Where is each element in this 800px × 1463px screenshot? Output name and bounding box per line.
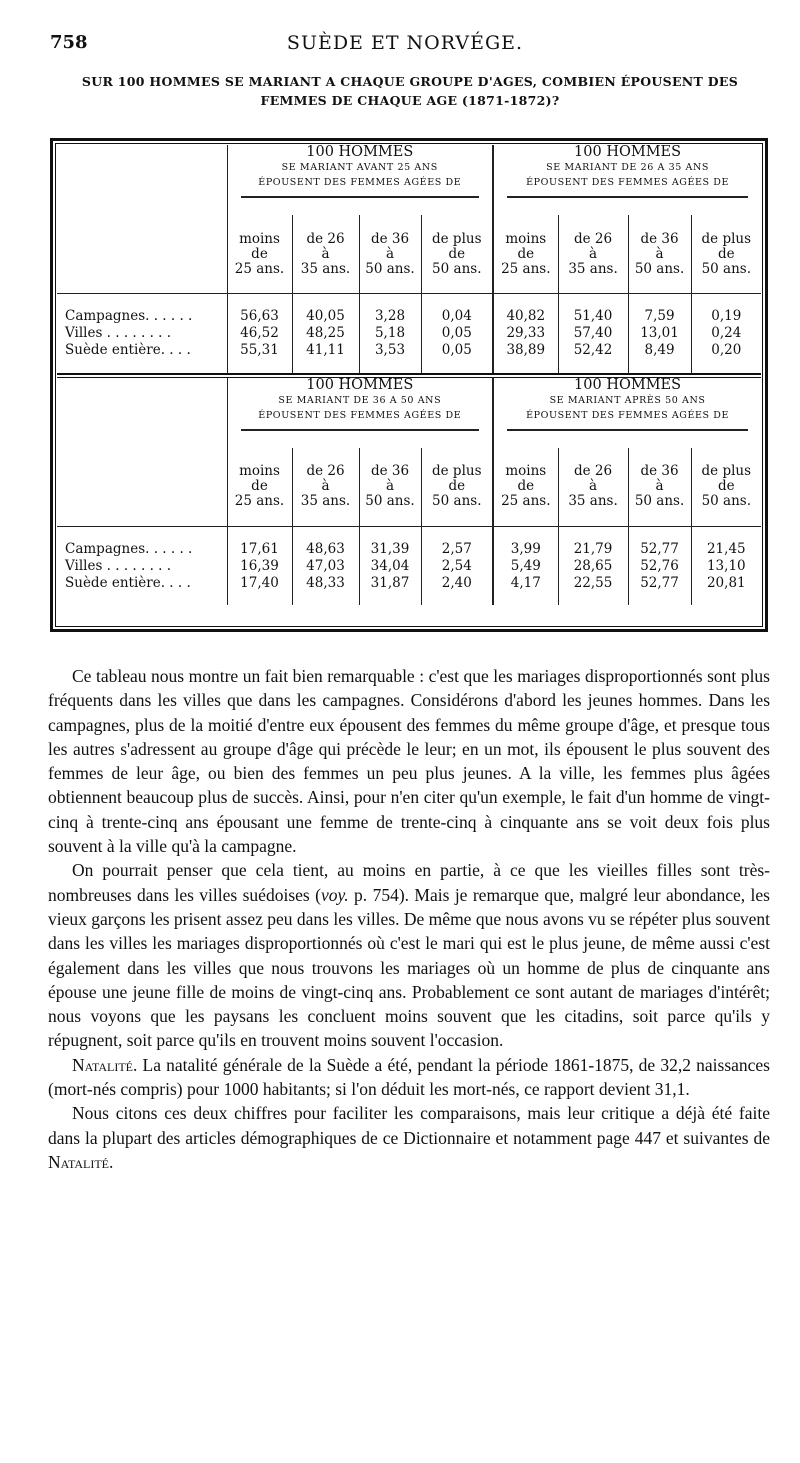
table-cell: 3,53	[359, 342, 421, 359]
table-cell: 48,33	[292, 574, 359, 591]
table-row	[57, 557, 761, 574]
table-cell: 29,33	[493, 325, 558, 342]
group-header	[227, 145, 493, 215]
table-cell: 0,05	[421, 342, 493, 359]
table-cell: 0,24	[691, 325, 761, 342]
table-cell: 40,82	[493, 308, 558, 325]
table-row	[57, 540, 761, 557]
table-cell: 48,63	[292, 540, 359, 557]
group-subtitle: SE MARIANT AVANT 25 ANS	[281, 162, 438, 173]
table-cell: 21,79	[558, 540, 628, 557]
table-cell: 31,87	[359, 574, 421, 591]
table-cell: 5,49	[493, 557, 558, 574]
column-header: de 36 à 50 ans.	[359, 215, 421, 294]
table-row	[57, 325, 761, 342]
table-cell: 34,04	[359, 557, 421, 574]
table-caption: SUR 100 HOMMES SE MARIANT A CHAQUE GROUPE D'AGES, COMBIEN ÉPOUSENT DES FEMMES DE CHAQUE AGE (1871-1872)?	[81, 74, 739, 108]
table-row	[57, 308, 761, 325]
row-label: Villes . . . . . . . .	[65, 557, 172, 574]
table-cell: 52,76	[628, 557, 691, 574]
row-label: Campagnes. . . . . .	[65, 308, 193, 324]
statistics-table-frame	[50, 138, 768, 632]
page-header	[50, 32, 760, 56]
table-cell: 17,61	[227, 540, 292, 557]
paragraph: Nous citons ces deux chiffres pour faciliter les comparaisons, mais leur critique a déjà été faite dans la plupart des articles démographiques de ce Dictionnaire et notamment page 447 et suivantes de Natalité.	[48, 1103, 770, 1172]
table-cell: 17,40	[227, 574, 292, 591]
group-subtitle: ÉPOUSENT DES FEMMES AGÉES DE	[526, 409, 730, 421]
table-cell: 38,89	[493, 342, 558, 359]
body-text	[48, 664, 770, 1174]
table-cell: 7,59	[628, 308, 691, 325]
table-cell: 20,81	[691, 574, 761, 591]
row-label: Villes . . . . . . . .	[65, 325, 172, 341]
table-cell: 21,45	[691, 540, 761, 557]
group-subtitle: SE MARIANT DE 36 A 50 ANS	[278, 394, 442, 406]
column-header: de plus de 50 ans.	[691, 215, 761, 294]
group-header	[227, 377, 493, 448]
group-header	[493, 145, 761, 215]
table-cell: 0,05	[421, 325, 493, 342]
column-header: de 26 à 35 ans.	[292, 448, 359, 527]
table-cell: 3,99	[493, 540, 558, 557]
column-header: moins de 25 ans.	[227, 215, 292, 294]
table-row	[57, 342, 761, 359]
table-cell: 2,57	[421, 540, 493, 557]
table-cell: 41,11	[292, 342, 359, 359]
table-cell: 51,40	[558, 308, 628, 325]
table-cell: 4,17	[493, 574, 558, 591]
table-cell: 16,39	[227, 557, 292, 574]
column-header: de 26 à 35 ans.	[558, 215, 628, 294]
table-cell: 5,18	[359, 325, 421, 342]
table-cell: 0,19	[691, 308, 761, 325]
row-label: Suède entière. . . .	[65, 342, 191, 358]
column-header: moins de 25 ans.	[227, 448, 292, 527]
paragraph: Natalité. La natalité générale de la Suède a été, pendant la période 1861-1875, de 32,2 naissances (mort-nés compris) pour 1000 habitants; si l'on déduit les mort-nés, ce rapport devient 31,1.	[48, 1054, 770, 1100]
table-cell: 13,10	[691, 557, 761, 574]
group-title: 100 HOMMES	[306, 376, 414, 393]
group-title: 100 HOMMES	[306, 144, 414, 160]
column-header: de plus de 50 ans.	[421, 215, 493, 294]
table-row	[57, 574, 761, 591]
table-cell: 0,04	[421, 308, 493, 325]
table-cell: 46,52	[227, 325, 292, 342]
table-cell: 52,77	[628, 540, 691, 557]
table-cell: 57,40	[558, 325, 628, 342]
paragraph: On pourrait penser que cela tient, au moins en partie, à ce que les vieilles filles sont très-nombreuses dans les villes suédoises (voy. p. 754). Mais je remarque que, malgré leur abondance, les vieux garçons les prisent assez peu dans les villes. De même que nous avons vu se répéter plus souvent dans les villes les mariages disproportionnés où c'est le mari qui est le plus jeune, de même aussi c'est également dans les villes que nous trouvons les mariages où un homme de plus de cinquante ans épouse une jeune fille de moins de vingt-cinq ans. Probablement ce sont autant de mariages d'intérêt; nous voyons que les paysans les concluent moins souvent que les citadins, soit parce qu'ils y répugnent, soit parce qu'ils en trouvent moins souvent l'occasion.	[48, 860, 770, 1051]
table-cell: 31,39	[359, 540, 421, 557]
column-header: de plus de 50 ans.	[691, 448, 761, 527]
table-cell: 52,42	[558, 342, 628, 359]
table-cell: 2,54	[421, 557, 493, 574]
table-cell: 52,77	[628, 574, 691, 591]
group-title: 100 HOMMES	[574, 144, 682, 160]
table-cell: 8,49	[628, 342, 691, 359]
section-heading: Natalité.	[72, 1054, 138, 1075]
column-header: de plus de 50 ans.	[421, 448, 493, 527]
group-subtitle: SE MARIANT DE 26 A 35 ANS	[546, 162, 709, 173]
table-cell: 22,55	[558, 574, 628, 591]
table-cell: 3,28	[359, 308, 421, 325]
group-subtitle: SE MARIANT APRÈS 50 ANS	[549, 394, 706, 406]
row-label: Campagnes. . . . . .	[65, 540, 193, 557]
row-label: Suède entière. . . .	[65, 574, 191, 591]
group-header	[493, 377, 761, 448]
column-header: de 36 à 50 ans.	[628, 448, 691, 527]
table-cell: 2,40	[421, 574, 493, 591]
cross-reference: Natalité.	[48, 1151, 114, 1172]
table-cell: 0,20	[691, 342, 761, 359]
table-cell: 47,03	[292, 557, 359, 574]
table-cell: 56,63	[227, 308, 292, 325]
column-header: de 36 à 50 ans.	[628, 215, 691, 294]
column-header: de 36 à 50 ans.	[359, 448, 421, 527]
table-cell: 28,65	[558, 557, 628, 574]
column-header: de 26 à 35 ans.	[558, 448, 628, 527]
table-cell: 40,05	[292, 308, 359, 325]
group-subtitle: ÉPOUSENT DES FEMMES AGÉES DE	[526, 177, 730, 188]
table-cell: 55,31	[227, 342, 292, 359]
page-number: 758	[50, 32, 88, 53]
marriage-age-table	[57, 145, 761, 605]
column-header: moins de 25 ans.	[493, 215, 558, 294]
table-cell: 48,25	[292, 325, 359, 342]
group-subtitle: ÉPOUSENT DES FEMMES AGÉES DE	[258, 177, 462, 188]
group-title: 100 HOMMES	[574, 376, 682, 393]
paragraph: Ce tableau nous montre un fait bien remarquable : c'est que les mariages disproportionnés sont plus fréquents dans les villes que dans les campagnes. Considérons d'abord les jeunes hommes. Dans les campagnes, plus de la moitié d'entre eux épousent des femmes du même groupe d'âge, et presque tous les autres s'adressent au groupe d'âge qui précède le leur; en un mot, ils épousent le plus souvent des femmes de leur âge, ou bien des femmes un peu plus jeunes. A la ville, les femmes plus âgées obtiennent beaucoup plus de succès. Ainsi, pour n'en citer qu'un exemple, le fait d'un homme de vingt-cinq à trente-cinq ans épousant une femme de trente-cinq à cinquante ans se voit deux fois plus souvent à la ville qu'à la campagne.	[48, 666, 770, 857]
group-subtitle: ÉPOUSENT DES FEMMES AGÉES DE	[258, 409, 462, 421]
column-header: de 26 à 35 ans.	[292, 215, 359, 294]
column-header: moins de 25 ans.	[493, 448, 558, 527]
table-cell: 13,01	[628, 325, 691, 342]
running-title: SUÈDE ET NORVÉGE.	[286, 32, 524, 54]
